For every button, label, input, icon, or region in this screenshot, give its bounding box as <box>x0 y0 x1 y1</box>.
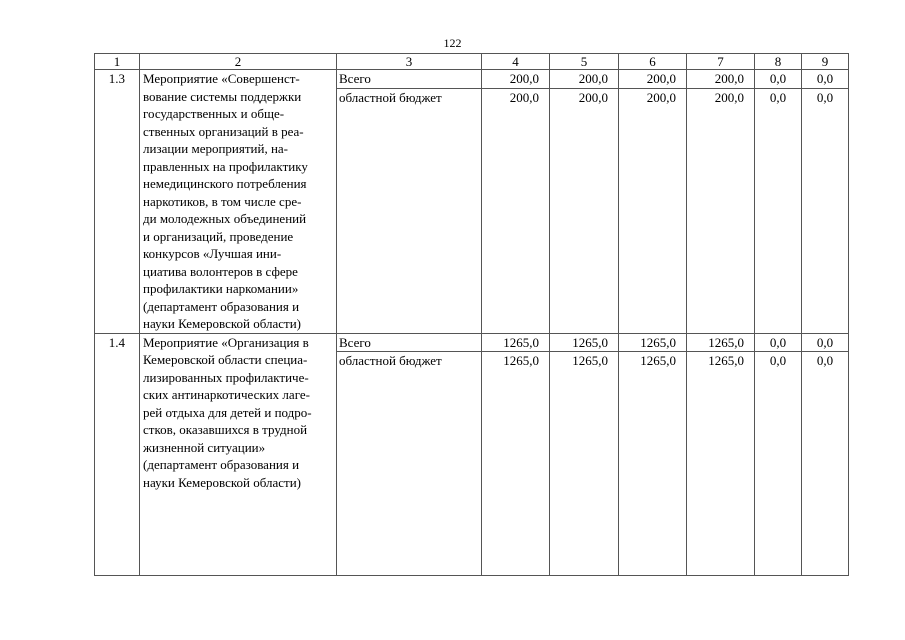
value-cell: 0,0 <box>755 70 802 89</box>
description-line: ских антинаркотических лаге- <box>143 387 310 402</box>
value-cell: 200,0 <box>550 88 619 333</box>
description-line: государственных и обще- <box>143 106 285 121</box>
table-row <box>95 70 849 89</box>
column-header: 2 <box>140 54 337 70</box>
description-line: стков, оказавшихся в трудной <box>143 422 308 437</box>
description-line: Мероприятие «Организация в <box>143 334 309 350</box>
value-cell: 200,0 <box>482 88 550 333</box>
description-line: лизированных профилактиче- <box>143 369 309 385</box>
column-header: 1 <box>95 54 140 70</box>
funding-source-regional: областной бюджет <box>337 88 482 333</box>
description-line: немедицинского потребления <box>143 176 307 191</box>
funding-source-total: Всего <box>337 70 482 89</box>
description-line: жизненной ситуации» <box>143 439 266 455</box>
value-cell: 1265,0 <box>687 352 755 576</box>
column-header: 4 <box>482 54 550 70</box>
value-cell: 1265,0 <box>550 333 619 352</box>
description-line: вование системы поддержки <box>143 88 302 104</box>
description-line: профилактики наркомании» <box>143 281 299 296</box>
description-line: науки Кемеровской области) <box>143 316 302 331</box>
value-cell: 0,0 <box>755 88 802 333</box>
value-cell: 1265,0 <box>550 352 619 576</box>
value-cell: 1265,0 <box>687 333 755 352</box>
column-header: 7 <box>687 54 755 70</box>
item-number: 1.4 <box>95 333 140 575</box>
column-header: 9 <box>802 54 849 70</box>
item-description <box>140 70 337 334</box>
description-line: и организаций, проведение <box>143 228 294 244</box>
description-line: Мероприятие «Совершенст- <box>143 71 300 86</box>
funding-source-total: Всего <box>337 333 482 352</box>
value-cell: 0,0 <box>755 333 802 352</box>
description-line: правленных на профилактику <box>143 158 308 174</box>
value-cell: 0,0 <box>802 352 849 576</box>
column-header: 5 <box>550 54 619 70</box>
column-header: 8 <box>755 54 802 70</box>
description-line: циатива волонтеров в сфере <box>143 263 298 279</box>
description-line: конкурсов «Лучшая ини- <box>143 246 282 261</box>
table-row <box>95 333 849 352</box>
value-cell: 1265,0 <box>619 352 687 576</box>
value-cell: 0,0 <box>802 333 849 352</box>
value-cell: 200,0 <box>482 70 550 89</box>
description-line: (департамент образования и <box>143 298 300 314</box>
value-cell: 0,0 <box>755 352 802 576</box>
description-line: лизации мероприятий, на- <box>143 141 289 156</box>
value-cell: 200,0 <box>687 88 755 333</box>
description-line: ственных организаций в реа- <box>143 123 304 139</box>
value-cell: 200,0 <box>619 70 687 89</box>
value-cell: 0,0 <box>802 88 849 333</box>
description-line: ди молодежных объединений <box>143 211 307 226</box>
description-line: (департамент образования и <box>143 457 300 472</box>
value-cell: 1265,0 <box>482 333 550 352</box>
value-cell: 0,0 <box>802 70 849 89</box>
table-header-row <box>95 54 849 70</box>
description-line: наркотиков, в том числе сре- <box>143 193 302 209</box>
program-table <box>94 53 849 576</box>
description-line: науки Кемеровской области) <box>143 474 302 490</box>
value-cell: 200,0 <box>687 70 755 89</box>
column-header: 3 <box>337 54 482 70</box>
funding-source-regional: областной бюджет <box>337 352 482 576</box>
item-description <box>140 333 337 575</box>
item-number: 1.3 <box>95 70 140 334</box>
description-line: Кемеровской области специа- <box>143 352 308 367</box>
page-number: 122 <box>443 36 462 50</box>
value-cell: 200,0 <box>550 70 619 89</box>
description-line: рей отдыха для детей и подро- <box>143 404 312 420</box>
value-cell: 200,0 <box>619 88 687 333</box>
value-cell: 1265,0 <box>619 333 687 352</box>
column-header: 6 <box>619 54 687 70</box>
value-cell: 1265,0 <box>482 352 550 576</box>
